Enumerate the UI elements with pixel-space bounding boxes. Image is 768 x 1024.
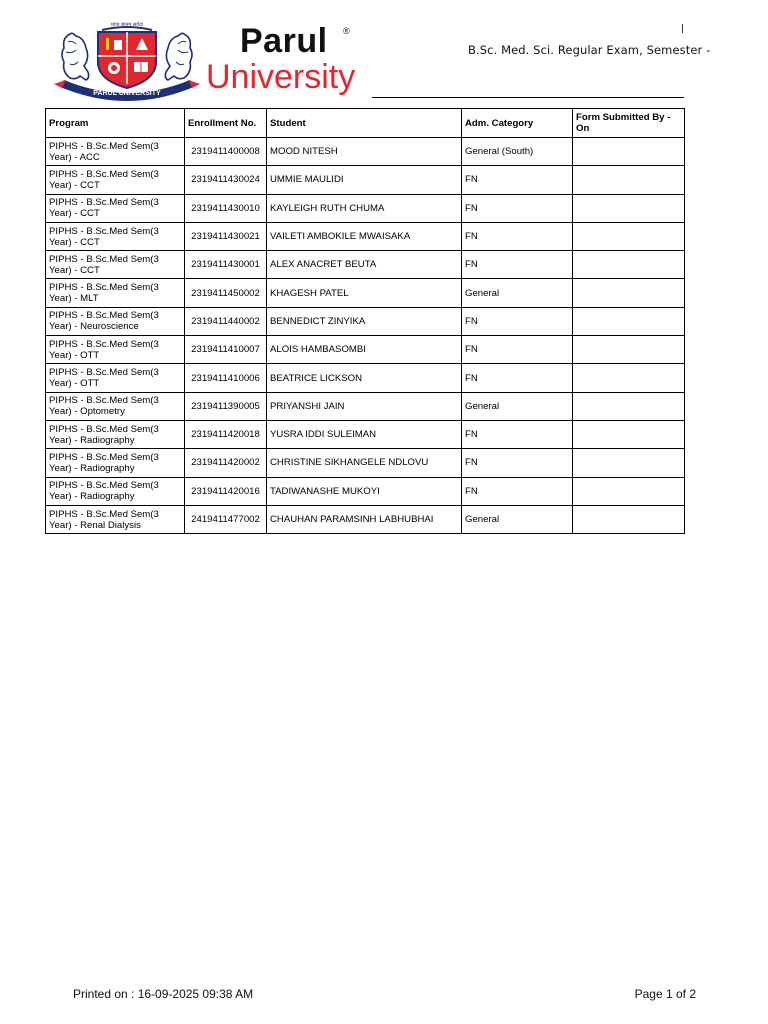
form-submitted-cell <box>573 449 685 477</box>
program-cell <box>46 307 185 335</box>
program-line: Year) - Radiography <box>49 491 135 503</box>
column-header-enrollment: Enrollment No. <box>185 109 267 138</box>
table-row <box>46 251 685 279</box>
category-cell: General <box>462 279 573 307</box>
student-cell: MOOD NITESH <box>267 138 462 166</box>
registered-mark: ® <box>343 26 350 36</box>
table-row <box>46 392 685 420</box>
form-submitted-cell <box>573 194 685 222</box>
table-header-row <box>46 109 685 138</box>
program-line: PIPHS - B.Sc.Med Sem(3 <box>49 197 159 209</box>
program-line: PIPHS - B.Sc.Med Sem(3 <box>49 508 159 520</box>
program-line: PIPHS - B.Sc.Med Sem(3 <box>49 168 159 180</box>
program-line: PIPHS - B.Sc.Med Sem(3 <box>49 480 159 492</box>
brand-university: University <box>206 58 356 96</box>
column-header-category: Adm. Category <box>462 109 573 138</box>
program-cell <box>46 505 185 533</box>
program-cell <box>46 477 185 505</box>
program-line: Year) - CCT <box>49 208 100 220</box>
column-header-form-submitted: Form Submitted By - On <box>573 109 685 138</box>
enrollment-cell: 2319411430010 <box>185 194 267 222</box>
program-cell <box>46 194 185 222</box>
category-cell: FN <box>462 420 573 448</box>
category-cell: FN <box>462 364 573 392</box>
program-cell <box>46 420 185 448</box>
student-cell: CHRISTINE SIKHANGELE NDLOVU <box>267 449 462 477</box>
table-row <box>46 138 685 166</box>
program-line: PIPHS - B.Sc.Med Sem(3 <box>49 140 159 152</box>
program-line: PIPHS - B.Sc.Med Sem(3 <box>49 338 159 350</box>
enrollment-cell: 2419411477002 <box>185 505 267 533</box>
enrollment-cell: 2319411410007 <box>185 336 267 364</box>
page-number: Page 1 of 2 <box>634 987 696 1001</box>
form-submitted-cell <box>573 166 685 194</box>
enrollment-cell: 2319411410006 <box>185 364 267 392</box>
student-cell: UMMIE MAULIDI <box>267 166 462 194</box>
program-line: PIPHS - B.Sc.Med Sem(3 <box>49 451 159 463</box>
category-cell: FN <box>462 336 573 364</box>
program-cell <box>46 279 185 307</box>
category-cell: FN <box>462 194 573 222</box>
table-row <box>46 505 685 533</box>
table-row <box>46 449 685 477</box>
printed-on: Printed on : 16-09-2025 09:38 AM <box>73 987 254 1001</box>
table-row <box>46 307 685 335</box>
program-line: Year) - OTT <box>49 378 100 390</box>
enrollment-cell: 2319411420018 <box>185 420 267 448</box>
program-line: Year) - CCT <box>49 179 100 191</box>
student-cell: BENNEDICT ZINYIKA <box>267 307 462 335</box>
enrollment-cell: 2319411390005 <box>185 392 267 420</box>
program-line: PIPHS - B.Sc.Med Sem(3 <box>49 395 159 407</box>
program-cell <box>46 222 185 250</box>
table-row <box>46 166 685 194</box>
category-cell: FN <box>462 307 573 335</box>
exam-form-table <box>45 108 685 534</box>
table-row <box>46 364 685 392</box>
table-row <box>46 477 685 505</box>
enrollment-cell: 2319411420002 <box>185 449 267 477</box>
program-line: PIPHS - B.Sc.Med Sem(3 <box>49 225 159 237</box>
program-line: Year) - Renal Dialysis <box>49 519 141 531</box>
logo-ribbon-text: PARUL UNIVERSITY <box>93 90 161 97</box>
svg-text:प्राप्य ज्ञानम् सर्वदा: प्राप्य ज्ञानम् सर्वदा <box>110 22 144 28</box>
form-submitted-cell <box>573 251 685 279</box>
form-submitted-cell <box>573 279 685 307</box>
program-line: PIPHS - B.Sc.Med Sem(3 <box>49 367 159 379</box>
enrollment-cell: 2319411430001 <box>185 251 267 279</box>
student-cell: YUSRA IDDI SULEIMAN <box>267 420 462 448</box>
column-header-student: Student <box>267 109 462 138</box>
enrollment-cell: 2319411430024 <box>185 166 267 194</box>
program-cell <box>46 449 185 477</box>
brand-parul: Parul <box>240 22 328 60</box>
exam-title: B.Sc. Med. Sci. Regular Exam, Semester - <box>468 43 711 57</box>
form-submitted-cell <box>573 222 685 250</box>
student-cell: ALOIS HAMBASOMBI <box>267 336 462 364</box>
student-cell: TADIWANASHE MUKOYI <box>267 477 462 505</box>
form-submitted-cell <box>573 307 685 335</box>
enrollment-cell: 2319411400008 <box>185 138 267 166</box>
program-line: Year) - Radiography <box>49 462 135 474</box>
enrollment-cell: 2319411430021 <box>185 222 267 250</box>
form-submitted-cell <box>573 505 685 533</box>
table-row <box>46 222 685 250</box>
program-line: PIPHS - B.Sc.Med Sem(3 <box>49 282 159 294</box>
category-cell: FN <box>462 166 573 194</box>
table-row <box>46 336 685 364</box>
category-cell: General (South) <box>462 138 573 166</box>
table-row <box>46 420 685 448</box>
student-cell: CHAUHAN PARAMSINH LABHUBHAI <box>267 505 462 533</box>
program-cell <box>46 392 185 420</box>
enrollment-cell: 2319411450002 <box>185 279 267 307</box>
form-submitted-cell <box>573 138 685 166</box>
program-cell <box>46 138 185 166</box>
student-cell: VAILETI AMBOKILE MWAISAKA <box>267 222 462 250</box>
category-cell: General <box>462 392 573 420</box>
form-submitted-cell <box>573 364 685 392</box>
category-cell: FN <box>462 477 573 505</box>
form-submitted-cell <box>573 392 685 420</box>
program-cell <box>46 336 185 364</box>
program-line: Year) - Neuroscience <box>49 321 139 333</box>
category-cell: FN <box>462 222 573 250</box>
program-cell <box>46 166 185 194</box>
table-row <box>46 279 685 307</box>
category-cell: FN <box>462 251 573 279</box>
program-line: Year) - CCT <box>49 236 100 248</box>
program-cell <box>46 251 185 279</box>
student-cell: ALEX ANACRET BEUTA <box>267 251 462 279</box>
program-line: Year) - MLT <box>49 293 99 305</box>
form-submitted-cell <box>573 420 685 448</box>
column-header-program: Program <box>46 109 185 138</box>
form-submitted-cell <box>573 477 685 505</box>
category-cell: General <box>462 505 573 533</box>
program-line: PIPHS - B.Sc.Med Sem(3 <box>49 423 159 435</box>
header-divider <box>372 97 684 98</box>
header-mark <box>682 24 683 33</box>
enrollment-cell: 2319411420016 <box>185 477 267 505</box>
table-row <box>46 194 685 222</box>
enrollment-cell: 2319411440002 <box>185 307 267 335</box>
program-cell <box>46 364 185 392</box>
form-submitted-cell <box>573 336 685 364</box>
program-line: Year) - Optometry <box>49 406 125 418</box>
student-cell: PRIYANSHI JAIN <box>267 392 462 420</box>
student-cell: BEATRICE LICKSON <box>267 364 462 392</box>
program-line: Year) - ACC <box>49 151 100 163</box>
category-cell: FN <box>462 449 573 477</box>
program-line: PIPHS - B.Sc.Med Sem(3 <box>49 310 159 322</box>
student-cell: KAYLEIGH RUTH CHUMA <box>267 194 462 222</box>
program-line: Year) - OTT <box>49 349 100 361</box>
program-line: PIPHS - B.Sc.Med Sem(3 <box>49 253 159 265</box>
program-line: Year) - Radiography <box>49 434 135 446</box>
program-line: Year) - CCT <box>49 264 100 276</box>
student-cell: KHAGESH PATEL <box>267 279 462 307</box>
